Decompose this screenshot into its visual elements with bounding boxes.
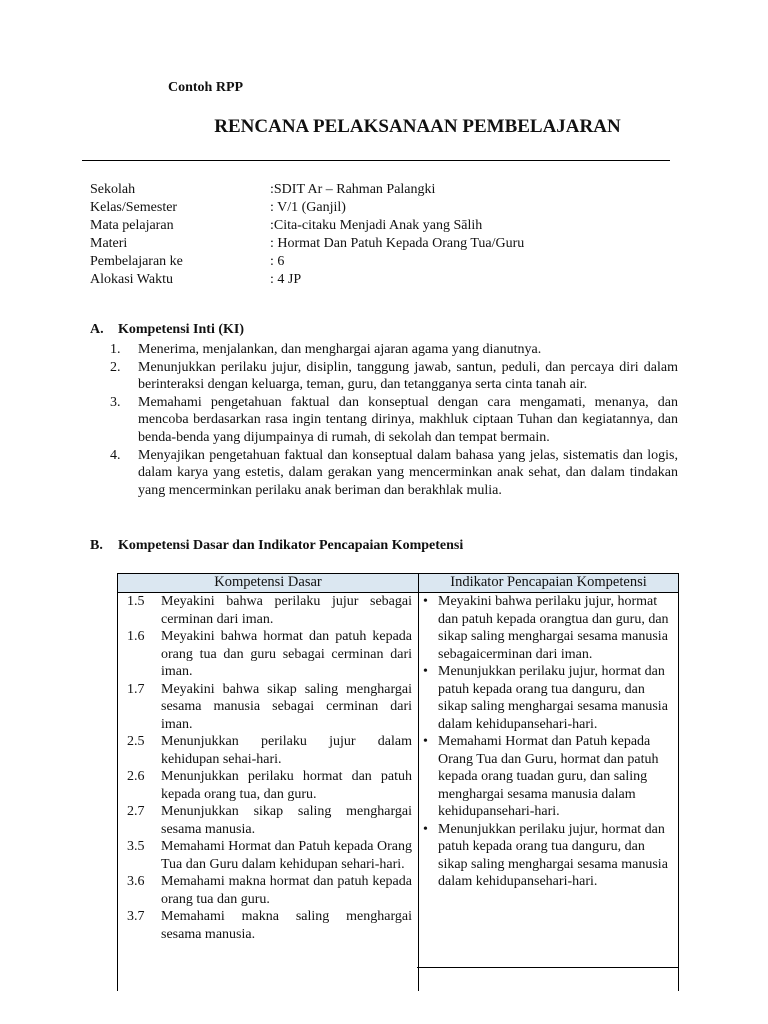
section-b-heading	[90, 538, 463, 554]
kd-text: Memahami makna hormat dan patuh kepada orang tua dan guru.	[161, 874, 412, 907]
kd-text: Menunjukkan sikap saling menghargai sesama manusia.	[161, 804, 412, 837]
kd-cell	[118, 593, 419, 992]
example-label: Contoh RPP	[168, 80, 244, 95]
list-text: Menunjukkan perilaku jujur, disiplin, tanggung jawab, santun, peduli, dan percaya diri dalam berinteraksi dengan keluarga, teman, guru, dan tetangganya serta cinta tanah air.	[138, 359, 678, 393]
kd-text: Meyakini bahwa perilaku jujur sebagai cerminan dari iman.	[161, 594, 412, 627]
kd-text: Menunjukkan perilaku hormat dan patuh kepada orang tua, dan guru.	[161, 769, 412, 802]
info-label: Kelas/Semester	[90, 200, 178, 215]
kd-item	[118, 768, 418, 803]
list-number: 2.	[110, 359, 121, 375]
section-a-heading	[90, 322, 244, 338]
indicator-text: Menunjukkan perilaku jujur, hormat dan patuh kepada orang tua danguru, dan sikap saling menghargai sesama manusia dalam kehidupansehari-hari.	[438, 664, 668, 732]
kd-code: 2.6	[127, 769, 145, 784]
indicator-item	[419, 821, 678, 891]
kd-text: Memahami makna saling menghargai sesama manusia.	[161, 909, 412, 942]
table-header-row	[118, 574, 679, 593]
table-bottom-border	[417, 967, 679, 968]
column-header-indicator: Indikator Pencapaian Kompetensi	[419, 574, 679, 593]
section-title: Kompetensi Inti (KI)	[118, 322, 244, 337]
list-item	[110, 447, 678, 500]
kd-item	[118, 873, 418, 908]
list-text: Menyajikan pengetahuan faktual dan konseptual dalam bahasa yang jelas, sistematis dan logis, dalam karya yang estetis, dalam gerakan yang mencerminkan anak sehat, dan dalam tindakan yang mencerminkan perilaku anak beriman dan berakhlak mulia.	[138, 447, 678, 498]
indicator-text: Meyakini bahwa perilaku jujur, hormat dan patuh kepada orangtua dan guru, dan sikap saling menghargai sesama manusia sebagaicerminan dari iman.	[438, 594, 669, 662]
kd-code: 3.7	[127, 909, 145, 924]
indicator-item	[419, 663, 678, 733]
indicator-text: Menunjukkan perilaku jujur, hormat dan patuh kepada orang tua danguru, dan sikap saling menghargai sesama manusia dalam kehidupansehari-hari.	[438, 821, 668, 889]
competency-table	[117, 573, 679, 991]
kd-code: 2.7	[127, 804, 145, 819]
kd-code: 1.6	[127, 629, 145, 644]
list-number: 3.	[110, 394, 121, 410]
kd-text: Meyakini bahwa sikap saling menghargai sesama manusia sebagai cerminan dari iman.	[161, 681, 412, 732]
indicator-cell	[419, 593, 679, 992]
kd-item	[118, 908, 418, 943]
bullet-icon: •	[423, 664, 428, 679]
kd-text: Meyakini bahwa hormat dan patuh kepada orang tua dan guru sebagai cerminan dari iman.	[161, 629, 412, 679]
kd-item	[118, 628, 418, 681]
kd-item	[118, 733, 418, 768]
kd-item	[118, 593, 418, 628]
info-value: : Hormat Dan Patuh Kepada Orang Tua/Guru	[270, 236, 525, 251]
title-divider	[82, 160, 670, 161]
indicator-item	[419, 733, 678, 821]
info-value: : 4 JP	[270, 272, 302, 287]
info-label: Mata pelajaran	[90, 218, 174, 233]
info-value: : V/1 (Ganjil)	[270, 200, 346, 215]
kd-code: 3.5	[127, 839, 145, 854]
section-letter: A.	[90, 322, 104, 337]
list-item	[110, 394, 678, 447]
list-text: Menerima, menjalankan, dan menghargai ajaran agama yang dianutnya.	[138, 342, 542, 357]
info-label: Pembelajaran ke	[90, 254, 183, 269]
bullet-icon: •	[423, 594, 428, 609]
kd-item	[118, 803, 418, 838]
info-value: :SDIT Ar – Rahman Palangki	[270, 182, 436, 197]
kd-code: 2.5	[127, 734, 145, 749]
info-label: Alokasi Waktu	[90, 272, 173, 287]
list-item	[110, 341, 678, 359]
list-text: Memahami pengetahuan faktual dan konseptual dengan cara mengamati, menanya, dan mencoba berdasarkan rasa ingin tentang dirinya, makhluk ciptaan Tuhan dan kegiatannya, dan benda-benda yang dijumpainya di rumah, di sekolah dan tempat bermain.	[138, 394, 678, 445]
kd-text: Menunjukkan perilaku jujur dalam kehidupan sehai-hari.	[161, 734, 412, 767]
ki-list	[110, 341, 678, 499]
table-row	[118, 593, 679, 992]
kd-code: 1.5	[127, 594, 145, 609]
indicator-text: Memahami Hormat dan Patuh kepada Orang Tua dan Guru, hormat dan patuh kepada orang tuadan guru, dan saling menghargai sesama manusia dalam kehidupansehari-hari.	[438, 734, 659, 819]
info-value: : 6	[270, 254, 285, 269]
document-title: RENCANA PELAKSANAAN PEMBELAJARAN	[214, 116, 621, 137]
bullet-icon: •	[423, 821, 428, 837]
info-value: :Cita-citaku Menjadi Anak yang Sālih	[270, 218, 483, 233]
indicator-item	[419, 593, 678, 663]
list-item	[110, 359, 678, 394]
bullet-icon: •	[423, 734, 428, 749]
kd-item	[118, 838, 418, 873]
kd-code: 3.6	[127, 874, 145, 889]
info-label: Sekolah	[90, 182, 136, 197]
list-number: 1.	[110, 342, 121, 357]
section-letter: B.	[90, 538, 103, 553]
kd-item	[118, 681, 418, 734]
column-header-kd: Kompetensi Dasar	[118, 574, 419, 593]
info-label: Materi	[90, 236, 128, 251]
section-title: Kompetensi Dasar dan Indikator Pencapaian Kompetensi	[118, 538, 464, 553]
kd-text: Memahami Hormat dan Patuh kepada Orang Tua dan Guru dalam kehidupan sehari-hari.	[161, 839, 412, 872]
list-number: 4.	[110, 447, 121, 463]
kd-code: 1.7	[127, 681, 145, 697]
